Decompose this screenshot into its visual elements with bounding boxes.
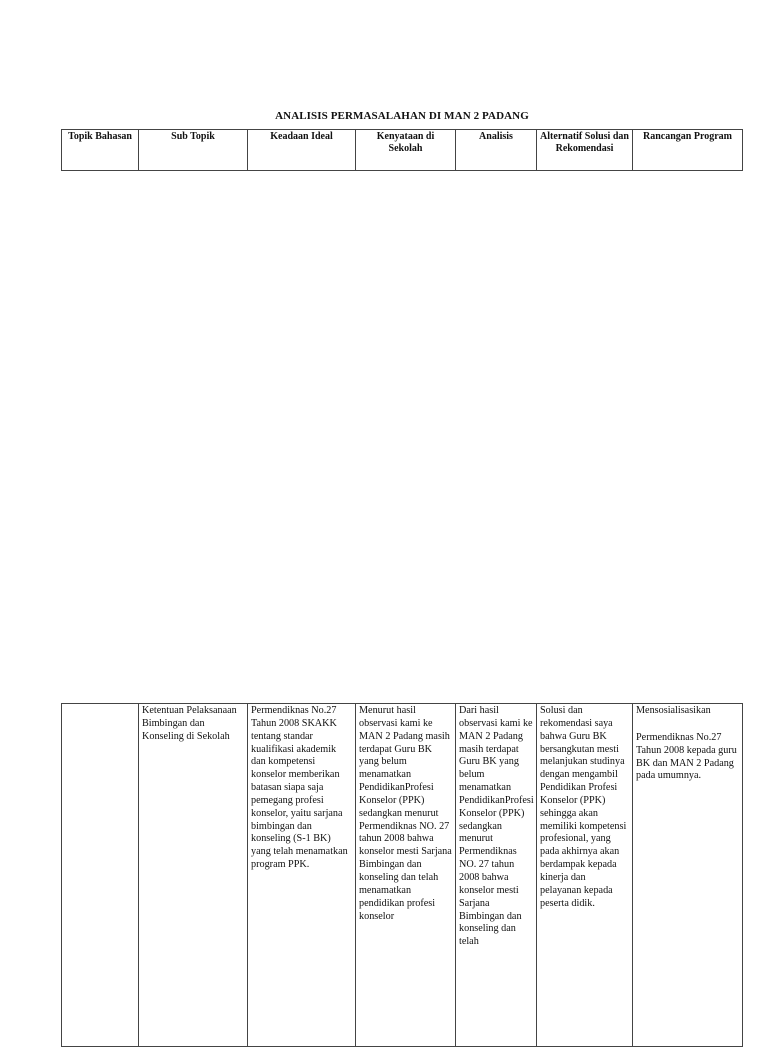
table-row xyxy=(62,704,743,1047)
cell-keadaan-ideal: Permendiknas No.27 Tahun 2008 SKAKK tentang standar kualifikasi akademik dan kompetensi konselor memberikan batasan siapa saja pemegang profesi konselor, yaitu sarjana bimbingan dan konseling (S-1 BK) yang telah menamatkan program PPK. xyxy=(248,704,356,1047)
cell-analisis: Dari hasil observasi kami ke MAN 2 Padang masih terdapat Guru BK yang belum menamatkan PendidikanProfesi Konselor (PPK) sedangkan menurut Permendiknas NO. 27 tahun 2008 bahwa konselor mesti Sarjana Bimbingan dan konseling dan telah xyxy=(456,704,537,1047)
header-sub-topik: Sub Topik xyxy=(139,130,248,171)
table-header-row xyxy=(62,130,743,171)
header-solusi: Alternatif Solusi dan Rekomendasi xyxy=(537,130,633,171)
document-title: ANALISIS PERMASALAHAN DI MAN 2 PADANG xyxy=(275,110,529,122)
cell-sub-topik: Ketentuan Pelaksanaan Bimbingan dan Konseling di Sekolah xyxy=(139,704,248,1047)
cell-rancangan xyxy=(633,704,743,1047)
header-rancangan: Rancangan Program xyxy=(633,130,743,171)
header-kenyataan: Kenyataan di Sekolah xyxy=(356,130,456,171)
header-keadaan-ideal: Keadaan Ideal xyxy=(248,130,356,171)
rancangan-line-2: Permendiknas No.27 Tahun 2008 kepada guru BK dan MAN 2 Padang pada umumnya. xyxy=(636,731,737,782)
analysis-table-header xyxy=(61,129,743,171)
rancangan-gap xyxy=(636,718,739,732)
header-analisis: Analisis xyxy=(456,130,537,171)
cell-kenyataan: Menurut hasil observasi kami ke MAN 2 Padang masih terdapat Guru BK yang belum menamatkan PendidikanProfesi Konselor (PPK) sedangkan menurut Permendiknas NO. 27 tahun 2008 bahwa konselor mesti Sarjana Bimbingan dan konseling dan telah menamatkan pendidikan profesi konselor xyxy=(356,704,456,1047)
cell-solusi: Solusi dan rekomendasi saya bahwa Guru BK bersangkutan mesti melanjukan studinya dengan mengambil Pendidikan Profesi Konselor (PPK) sehingga akan memiliki kompetensi profesional, yang pada akhirnya akan berdampak kepada kinerja dan pelayanan kepada peserta didik. xyxy=(537,704,633,1047)
cell-topik xyxy=(62,704,139,1047)
header-topik-bahasan: Topik Bahasan xyxy=(62,130,139,171)
rancangan-line-1: Mensosialisasikan xyxy=(636,705,711,716)
analysis-table-body xyxy=(61,703,743,1047)
